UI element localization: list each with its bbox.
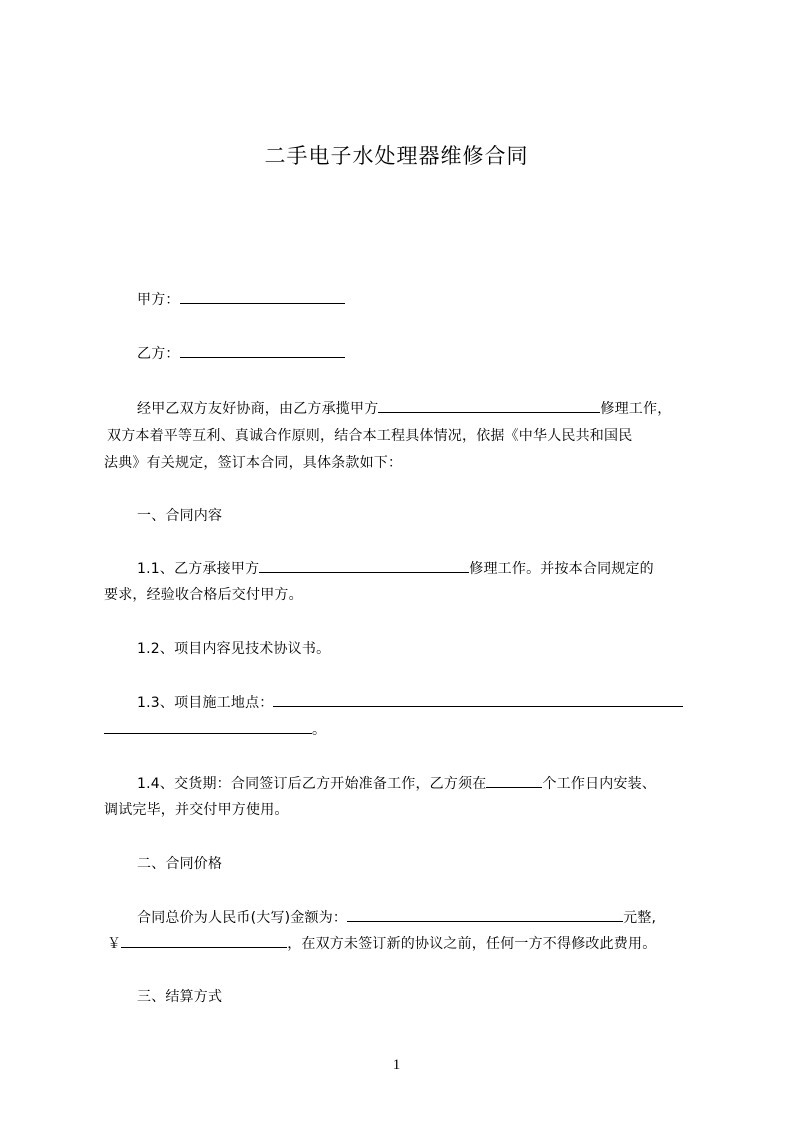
- clause-1-4-line-1: [137, 772, 656, 796]
- clause-1-1-blank[interactable]: [259, 557, 469, 573]
- clause-1-4-line-2: 调试完毕，并交付甲方使用。: [104, 802, 289, 818]
- section-2-heading: 二、合同价格: [137, 856, 223, 872]
- party-b-blank[interactable]: [180, 342, 345, 358]
- clause-1-3-line-2: [104, 718, 326, 742]
- party-a-blank[interactable]: [180, 288, 345, 304]
- price-currency-symbol: ￥: [107, 936, 122, 952]
- price-amount-figures-blank[interactable]: [121, 932, 287, 948]
- clause-1-1-line-1: [137, 557, 654, 581]
- section-3-heading: 三、结算方式: [137, 989, 223, 1005]
- price-text-d: ，在双方未签订新的协议之前，任何一方不得修改此费用。: [287, 936, 657, 952]
- party-a-line: [137, 288, 345, 312]
- preamble-line-3: 法典》有关规定，签订本合同，具体条款如下：: [104, 455, 403, 471]
- price-text-a: 合同总价为人民币(大写)金额为：: [137, 910, 348, 926]
- clause-1-3-address-blank[interactable]: [273, 691, 683, 707]
- price-text-b: 元整,: [623, 910, 657, 926]
- clause-1-3-text-a: 1.3、项目施工地点：: [137, 695, 274, 711]
- clause-1-3-address-blank-2[interactable]: [104, 718, 312, 734]
- page-number: 1: [392, 1057, 401, 1073]
- clause-1-2: 1.2、项目内容见技术协议书。: [137, 641, 331, 657]
- party-b-line: [137, 342, 345, 366]
- party-a-label: 甲方：: [137, 292, 180, 308]
- clause-1-3-text-b: 。: [312, 722, 327, 738]
- document-title: 二手电子水处理器维修合同: [264, 144, 529, 168]
- clause-1-4-text-b: 个工作日内安装、: [542, 776, 657, 792]
- clause-1-1-line-2: 要求，经验收合格后交付甲方。: [104, 587, 303, 603]
- party-b-label: 乙方：: [137, 346, 180, 362]
- preamble-line-1: [137, 397, 671, 421]
- price-amount-words-blank[interactable]: [347, 906, 623, 922]
- preamble-project-blank[interactable]: [378, 397, 600, 413]
- preamble-text-1b: 修理工作，: [600, 401, 672, 417]
- clause-1-1-text-a: 1.1、乙方承接甲方: [137, 561, 260, 577]
- clause-1-3-line-1: [137, 691, 683, 715]
- preamble-text-1a: 经甲乙双方友好协商，由乙方承揽甲方: [137, 401, 379, 417]
- price-line-1: [137, 906, 656, 930]
- preamble-line-2: 双方本着平等互利、真诚合作原则，结合本工程具体情况，依据《中华人民共和国民: [107, 428, 633, 444]
- clause-1-4-days-blank[interactable]: [486, 772, 542, 788]
- clause-1-4-text-a: 1.4、交货期：合同签订后乙方开始准备工作，乙方须在: [137, 776, 487, 792]
- clause-1-1-text-b: 修理工作。并按本合同规定的: [469, 561, 654, 577]
- price-line-2: [107, 932, 656, 956]
- section-1-heading: 一、合同内容: [137, 508, 223, 524]
